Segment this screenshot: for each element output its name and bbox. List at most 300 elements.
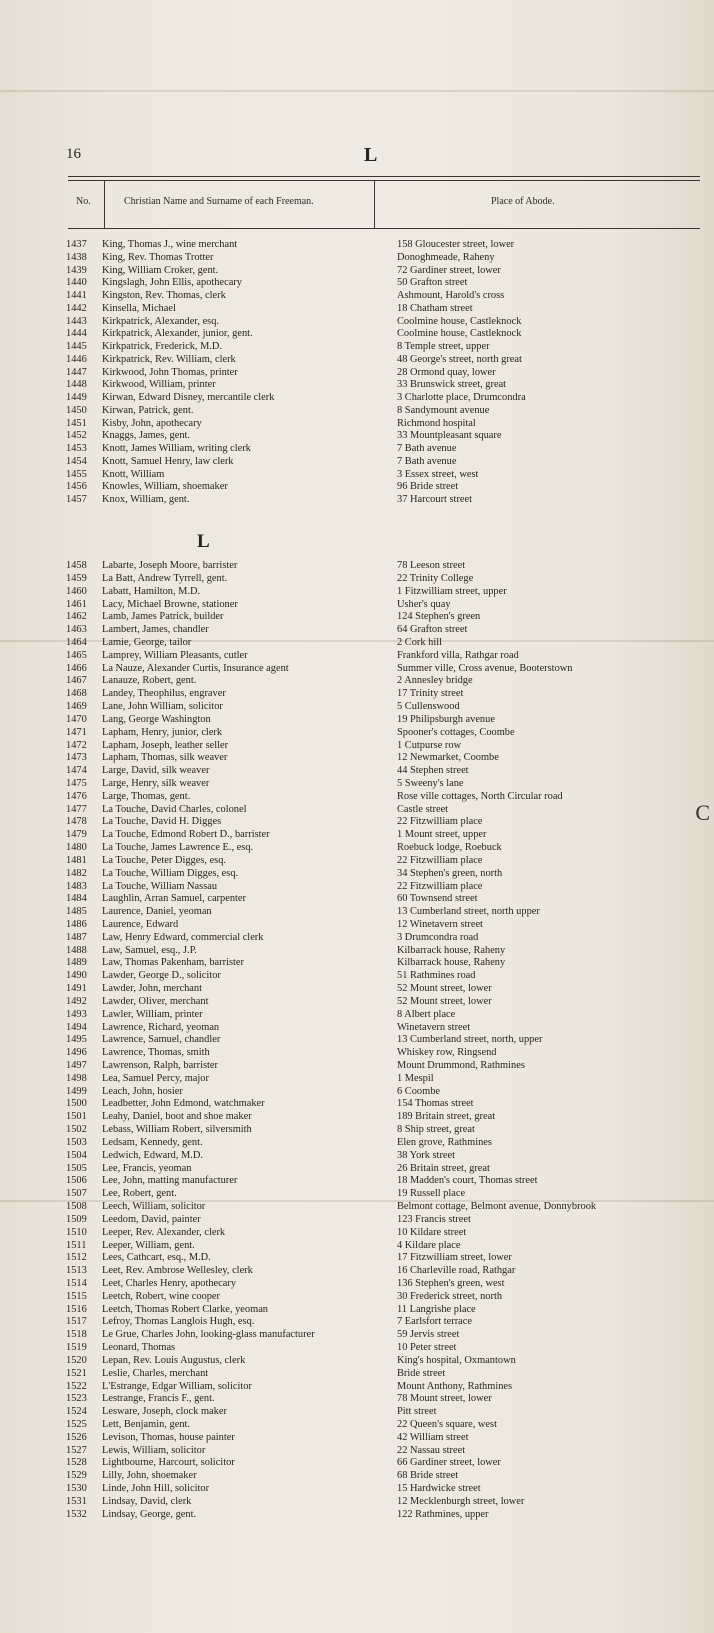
entry-number: 1470 [66, 713, 87, 725]
entry-place: 1 Mount street, upper [397, 829, 487, 841]
entry-number: 1464 [66, 636, 87, 648]
entry-place: 78 Leeson street [397, 560, 466, 571]
entry-name: La Touche, David Charles, colonel [102, 803, 247, 815]
entry-name: Lawrence, Thomas, smith [102, 1047, 210, 1059]
entry-place: 6 Coombe [397, 1085, 441, 1097]
entry-name: Lewis, William, solicitor [102, 1444, 206, 1456]
entry-place: Ashmount, Harold's cross [397, 290, 505, 301]
entry-name: Leeper, William, gent. [102, 1239, 195, 1251]
entry-name: Lilly, John, shoemaker [102, 1470, 197, 1482]
entry-place: 17 Fitzwilliam street, lower [397, 1252, 512, 1264]
entry-number: 1474 [66, 765, 87, 777]
list-item [0, 585, 714, 598]
entry-number: 1437 [66, 239, 87, 250]
entry-name: La Touche, Edmond Robert D., barrister [102, 829, 270, 841]
entry-number: 1486 [66, 919, 87, 930]
entry-place: Kilbarrack house, Raheny [397, 957, 506, 969]
list-item [0, 739, 714, 752]
entry-number: 1441 [66, 290, 87, 301]
entry-number: 1465 [66, 649, 87, 661]
list-item [0, 854, 714, 867]
entry-number: 1523 [66, 1393, 87, 1405]
entry-place: Pitt street [397, 1406, 437, 1418]
list-item [0, 455, 714, 468]
entry-name: Lamb, James Patrick, builder [102, 611, 224, 623]
list-item [0, 1290, 714, 1303]
entry-place: 33 Mountpleasant square [397, 430, 502, 442]
list-item [0, 251, 714, 264]
entry-name: Lapham, Thomas, silk weaver [102, 752, 228, 764]
entry-number: 1463 [66, 624, 87, 636]
entry-name: Leach, John, hosier [102, 1085, 183, 1097]
entry-number: 1514 [66, 1277, 87, 1289]
entry-name: Le Grue, Charles John, looking-glass manufacturer [102, 1329, 315, 1341]
entry-place: Donoghmeade, Raheny [397, 251, 495, 263]
entry-place: King's hospital, Oxmantown [397, 1354, 516, 1366]
entry-name: Lapham, Henry, junior, clerk [102, 726, 223, 738]
page-number: 16 [66, 146, 81, 162]
list-item [0, 1226, 714, 1239]
entry-place: 44 Stephen street [397, 765, 469, 777]
list-item [0, 1123, 714, 1136]
entry-place: Kilbarrack house, Raheny [397, 944, 506, 956]
list-item [0, 1303, 714, 1316]
entry-place: 37 Harcourt street [397, 494, 473, 505]
entry-name: Lawder, John, merchant [102, 983, 202, 995]
entry-place: 8 Ship street, great [397, 1124, 475, 1136]
entry-name: Leetch, Thomas Robert Clarke, yeoman [102, 1303, 269, 1315]
entry-number: 1449 [66, 392, 87, 403]
entry-number: 1496 [66, 1047, 87, 1059]
entry-name: Kisby, John, apothecary [102, 417, 202, 429]
list-item [0, 1392, 714, 1405]
entry-name: Laughlin, Arran Samuel, carpenter [102, 893, 246, 905]
entry-number: 1480 [66, 842, 87, 853]
entry-number: 1466 [66, 662, 87, 674]
entry-number: 1442 [66, 302, 87, 314]
list-item [0, 1059, 714, 1072]
entry-name: Leet, Charles Henry, apothecary [102, 1277, 237, 1289]
entry-name: La Touche, Peter Digges, esq. [102, 854, 227, 866]
list-item [0, 1405, 714, 1418]
list-item [0, 1277, 714, 1290]
entry-place: 51 Rathmines road [397, 970, 476, 982]
list-item [0, 1469, 714, 1482]
entry-name: Law, Thomas Pakenham, barrister [102, 957, 244, 969]
entry-name: Large, Thomas, gent. [102, 790, 191, 802]
entry-place: Usher's quay [397, 598, 451, 610]
entry-place: 26 Britain street, great [397, 1162, 490, 1174]
entry-number: 1475 [66, 777, 87, 789]
list-item [0, 956, 714, 969]
list-item [0, 982, 714, 995]
list-item [0, 468, 714, 481]
list-item [0, 366, 714, 379]
list-item [0, 1444, 714, 1457]
entry-number: 1448 [66, 379, 87, 391]
entry-number: 1455 [66, 468, 87, 480]
entry-number: 1447 [66, 366, 87, 378]
entry-name: Lane, John William, solicitor [102, 701, 223, 712]
list-item [0, 1110, 714, 1123]
entry-place: 30 Frederick street, north [397, 1290, 503, 1302]
entry-name: Kinsella, Michael [102, 302, 176, 314]
entry-number: 1495 [66, 1034, 87, 1046]
entry-number: 1526 [66, 1431, 87, 1443]
list-item [0, 1008, 714, 1021]
entry-place: 15 Hardwicke street [397, 1483, 481, 1494]
list-item [0, 726, 714, 739]
list-item [0, 1187, 714, 1200]
entry-place: 96 Bride street [397, 481, 459, 493]
entry-place: 34 Stephen's green, north [397, 867, 503, 879]
list-item [0, 264, 714, 277]
list-item [0, 880, 714, 893]
entry-name: Kirkwood, William, printer [102, 379, 216, 391]
list-item [0, 1162, 714, 1175]
entry-place: 52 Mount street, lower [397, 983, 492, 995]
entry-number: 1478 [66, 816, 87, 828]
entry-name: Law, Samuel, esq., J.P. [102, 944, 197, 956]
list-item [0, 1431, 714, 1444]
entry-name: Lapham, Joseph, leather seller [102, 739, 229, 751]
entry-number: 1515 [66, 1290, 87, 1302]
entry-place: 16 Charleville road, Rathgar [397, 1265, 516, 1277]
entry-name: Lamprey, William Pleasants, cutler [102, 649, 248, 661]
entry-name: Leadbetter, John Edmond, watchmaker [102, 1098, 265, 1110]
entry-place: 22 Fitzwilliam place [397, 854, 483, 866]
entry-name: Lindsay, David, clerk [102, 1495, 192, 1507]
entry-number: 1451 [66, 417, 87, 429]
entry-number: 1531 [66, 1495, 87, 1507]
entry-place: 18 Chatham street [397, 302, 473, 314]
list-item [0, 841, 714, 854]
entry-name: Lawder, George D., solicitor [102, 970, 221, 982]
entry-number: 1468 [66, 688, 87, 700]
entry-place: 10 Kildare street [397, 1226, 467, 1238]
entry-name: Levison, Thomas, house painter [102, 1431, 235, 1443]
entry-place: 33 Brunswick street, great [397, 379, 507, 391]
entry-place: Spooner's cottages, Coombe [397, 726, 515, 738]
entry-place: Castle street [397, 803, 449, 815]
list-item [0, 623, 714, 636]
entry-number: 1469 [66, 701, 87, 712]
entry-name: Lett, Benjamin, gent. [102, 1418, 191, 1430]
entry-name: Leetch, Robert, wine cooper [102, 1290, 221, 1302]
entry-name: Landey, Theophilus, engraver [102, 688, 226, 700]
section-letter: L [197, 531, 210, 552]
entry-place: 22 Queen's square, west [397, 1418, 497, 1430]
entry-number: 1456 [66, 481, 87, 493]
entry-place: Coolmine house, Castleknock [397, 328, 522, 340]
list-item [0, 610, 714, 623]
list-item [0, 777, 714, 790]
entry-number: 1513 [66, 1265, 87, 1277]
entry-name: Knott, James William, writing clerk [102, 443, 251, 454]
entry-name: La Batt, Andrew Tyrrell, gent. [102, 572, 228, 584]
entry-name: Lee, John, matting manufacturer [102, 1175, 238, 1187]
list-item [0, 905, 714, 918]
entry-place: 22 Fitzwilliam place [397, 880, 483, 892]
entry-number: 1440 [66, 277, 87, 289]
list-item [0, 815, 714, 828]
entry-place: 2 Cork hill [397, 636, 443, 648]
entry-place: 11 Langrishe place [397, 1303, 476, 1315]
list-item [0, 598, 714, 611]
list-item [0, 238, 714, 251]
entry-name: Lee, Robert, gent. [102, 1188, 177, 1200]
entry-name: Kirkwood, John Thomas, printer [102, 366, 238, 378]
entry-name: Lesware, Joseph, clock maker [102, 1406, 227, 1418]
entry-number: 1507 [66, 1188, 87, 1200]
list-item [0, 404, 714, 417]
list-item [0, 713, 714, 726]
list-item [0, 918, 714, 931]
entry-place: 124 Stephen's green [397, 611, 481, 623]
entry-number: 1460 [66, 585, 87, 597]
entry-name: Lightbourne, Harcourt, solicitor [102, 1457, 235, 1469]
entry-number: 1438 [66, 251, 87, 263]
entry-number: 1481 [66, 854, 87, 866]
entry-place: 50 Grafton street [397, 277, 468, 289]
list-item [0, 493, 714, 506]
entry-name: Kirkpatrick, Rev. William, clerk [102, 353, 236, 365]
entry-number: 1500 [66, 1098, 87, 1110]
entry-number: 1509 [66, 1213, 87, 1225]
entry-name: Lee, Francis, yeoman [102, 1162, 192, 1174]
entry-place: 5 Sweeny's lane [397, 777, 464, 789]
entry-place: 123 Francis street [397, 1213, 471, 1225]
list-item [0, 1097, 714, 1110]
list-item [0, 1021, 714, 1034]
entry-name: Lambert, James, chandler [102, 624, 209, 636]
entry-number: 1497 [66, 1060, 87, 1071]
entry-number: 1521 [66, 1367, 87, 1379]
page-letter: L [364, 144, 378, 166]
entry-name: Laurence, Daniel, yeoman [102, 906, 212, 918]
entry-number: 1446 [66, 353, 87, 365]
entry-number: 1499 [66, 1085, 87, 1097]
header-top-rule-inner [68, 180, 700, 181]
entry-number: 1492 [66, 995, 87, 1007]
entry-number: 1518 [66, 1329, 87, 1341]
entry-number: 1493 [66, 1008, 87, 1020]
entry-number: 1477 [66, 803, 87, 815]
entry-place: 136 Stephen's green, west [397, 1277, 505, 1289]
list-item [0, 1456, 714, 1469]
entry-number: 1444 [66, 328, 87, 340]
entry-number: 1459 [66, 572, 87, 584]
list-item [0, 790, 714, 803]
entry-number: 1511 [66, 1239, 87, 1251]
entry-place: 154 Thomas street [397, 1098, 474, 1110]
list-item [0, 1508, 714, 1521]
list-item [0, 289, 714, 302]
list-item [0, 559, 714, 572]
entry-name: Knox, William, gent. [102, 494, 190, 505]
header-bottom-rule [68, 228, 700, 229]
entry-name: Lindsay, George, gent. [102, 1508, 197, 1520]
list-item [0, 1418, 714, 1431]
entry-name: Lawder, Oliver, merchant [102, 995, 209, 1007]
list-item [0, 1495, 714, 1508]
entry-name: L'Estrange, Edgar William, solicitor [102, 1380, 252, 1392]
entry-place: 22 Trinity College [397, 572, 474, 584]
entry-number: 1484 [66, 893, 87, 905]
entry-name: Kirkpatrick, Alexander, junior, gent. [102, 328, 253, 340]
entry-number: 1506 [66, 1175, 87, 1187]
entry-place: 48 George's street, north great [397, 353, 522, 365]
column-header-place: Place of Abode. [491, 196, 555, 207]
column-divider [374, 180, 375, 228]
entry-name: Knowles, William, shoemaker [102, 481, 228, 493]
entry-place: Belmont cottage, Belmont avenue, Donnybrook [397, 1201, 597, 1212]
list-item [0, 1239, 714, 1252]
list-item [0, 931, 714, 944]
entry-name: Leech, William, solicitor [102, 1201, 206, 1212]
entry-place: 22 Fitzwilliam place [397, 816, 483, 828]
list-item [0, 803, 714, 816]
entry-name: Kingslagh, John Ellis, apothecary [102, 277, 242, 289]
entry-number: 1524 [66, 1406, 87, 1418]
entry-number: 1476 [66, 790, 87, 802]
column-header-name: Christian Name and Surname of each Freeman. [124, 196, 314, 207]
entry-number: 1458 [66, 560, 87, 571]
entry-name: Knaggs, James, gent. [102, 430, 191, 442]
list-item [0, 302, 714, 315]
entry-name: Labatt, Hamilton, M.D. [102, 585, 201, 597]
entry-place: Richmond hospital [397, 417, 476, 429]
entry-name: Labarte, Joseph Moore, barrister [102, 560, 238, 571]
list-item [0, 417, 714, 430]
list-item [0, 391, 714, 404]
entry-name: Law, Henry Edward, commercial clerk [102, 931, 264, 943]
entry-name: Lacy, Michael Browne, stationer [102, 598, 238, 610]
entry-place: 13 Cumberland street, north, upper [397, 1034, 543, 1046]
entry-number: 1467 [66, 675, 87, 687]
entry-name: King, Thomas J., wine merchant [102, 239, 238, 250]
entry-place: Roebuck lodge, Roebuck [397, 842, 502, 853]
entry-place: 38 York street [397, 1149, 456, 1161]
entry-name: Lawrence, Samuel, chandler [102, 1034, 221, 1046]
entry-name: Leslie, Charles, merchant [102, 1367, 209, 1379]
list-item [0, 944, 714, 957]
entry-name: La Touche, David H. Digges [102, 816, 222, 828]
list-item [0, 1200, 714, 1213]
entry-place: 68 Bride street [397, 1470, 459, 1482]
list-item [0, 969, 714, 982]
entry-place: Elen grove, Rathmines [397, 1136, 492, 1148]
entry-number: 1525 [66, 1418, 87, 1430]
entry-name: Ledsam, Kennedy, gent. [102, 1136, 203, 1148]
entry-place: 12 Newmarket, Coombe [397, 752, 499, 764]
entry-place: 7 Earlsfort terrace [397, 1316, 472, 1328]
entry-place: 12 Winetavern street [397, 919, 483, 930]
list-item [0, 1149, 714, 1162]
entry-name: La Touche, William Digges, esq. [102, 867, 239, 879]
entry-place: 8 Albert place [397, 1008, 456, 1020]
entry-name: La Touche, James Lawrence E., esq. [102, 842, 254, 853]
entry-number: 1488 [66, 944, 87, 956]
entry-number: 1501 [66, 1111, 87, 1123]
list-item [0, 649, 714, 662]
list-item [0, 315, 714, 328]
list-item [0, 662, 714, 675]
entry-name: La Touche, William Nassau [102, 880, 218, 892]
list-item [0, 1367, 714, 1380]
list-item [0, 700, 714, 713]
entry-name: Leahy, Daniel, boot and shoe maker [102, 1111, 252, 1123]
list-item [0, 1136, 714, 1149]
entry-number: 1528 [66, 1457, 87, 1469]
entry-name: Lefroy, Thomas Langlois Hugh, esq. [102, 1316, 255, 1328]
entry-place: Bride street [397, 1367, 446, 1379]
entry-name: Leet, Rev. Ambrose Wellesley, clerk [102, 1265, 253, 1277]
entry-name: Kingston, Rev. Thomas, clerk [102, 290, 226, 301]
column-divider [104, 180, 105, 228]
entry-name: Knott, William [102, 468, 165, 480]
entry-number: 1461 [66, 598, 87, 610]
entry-place: 158 Gloucester street, lower [397, 239, 515, 250]
list-item [0, 1380, 714, 1393]
entry-name: Ledwich, Edward, M.D. [102, 1149, 203, 1161]
entry-number: 1473 [66, 752, 87, 764]
entry-number: 1512 [66, 1252, 87, 1264]
list-item [0, 1341, 714, 1354]
column-header-no: No. [76, 196, 91, 207]
margin-mark: C [695, 800, 710, 825]
entry-number: 1462 [66, 611, 87, 623]
entry-number: 1529 [66, 1470, 87, 1482]
entry-name: Leedom, David, painter [102, 1213, 201, 1225]
entry-place: 122 Rathmines, upper [397, 1508, 489, 1520]
entry-name: Lanauze, Robert, gent. [102, 675, 197, 687]
list-item [0, 687, 714, 700]
entry-number: 1502 [66, 1124, 87, 1136]
entry-number: 1520 [66, 1354, 87, 1366]
entry-number: 1498 [66, 1072, 87, 1084]
entry-place: 22 Nassau street [397, 1444, 466, 1456]
entry-number: 1508 [66, 1201, 87, 1212]
list-item [0, 1264, 714, 1277]
entry-number: 1457 [66, 494, 87, 505]
entry-name: Lebass, William Robert, silversmith [102, 1124, 252, 1136]
entry-number: 1516 [66, 1303, 87, 1315]
entry-number: 1532 [66, 1508, 87, 1520]
list-item [0, 751, 714, 764]
entry-name: Lang, George Washington [102, 713, 211, 725]
entry-name: Large, Henry, silk weaver [102, 777, 210, 789]
list-item [0, 1072, 714, 1085]
entry-number: 1527 [66, 1444, 87, 1456]
list-item [0, 442, 714, 455]
entry-place: 52 Mount street, lower [397, 995, 492, 1007]
list-item [0, 353, 714, 366]
entry-place: Summer ville, Cross avenue, Booterstown [397, 662, 573, 674]
list-item [0, 1046, 714, 1059]
entry-place: 72 Gardiner street, lower [397, 264, 501, 276]
list-item [0, 674, 714, 687]
entry-place: 1 Fitzwilliam street, upper [397, 585, 507, 597]
entry-number: 1530 [66, 1483, 87, 1494]
entry-place: 189 Britain street, great [397, 1111, 496, 1123]
entry-place: 7 Bath avenue [397, 455, 457, 467]
entry-number: 1454 [66, 455, 87, 467]
entry-number: 1519 [66, 1342, 87, 1353]
entry-number: 1472 [66, 739, 87, 751]
entry-name: Lawler, William, printer [102, 1008, 203, 1020]
entry-number: 1487 [66, 931, 87, 943]
